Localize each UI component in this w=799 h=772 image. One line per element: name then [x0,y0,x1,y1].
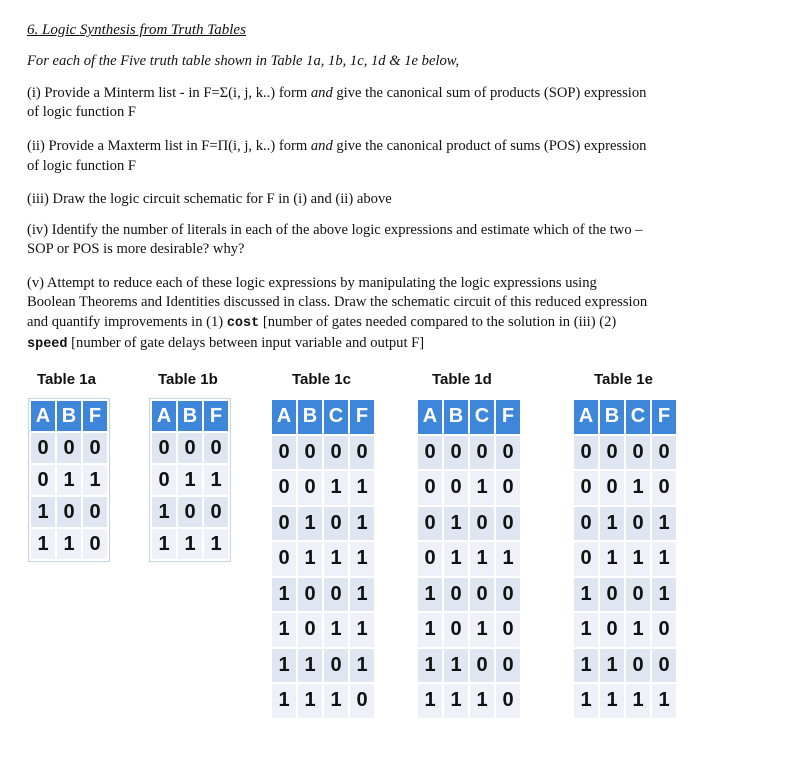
table-row [418,542,520,576]
table-cell: 1 [350,507,374,541]
table-cell: 0 [600,471,624,505]
table-cell: 1 [418,578,442,612]
table-cell: 0 [600,613,624,647]
table-cell: 1 [298,507,322,541]
table-row [574,578,676,612]
table-cell: 0 [444,578,468,612]
header-cell: F [350,400,374,434]
table-cell: 0 [272,471,296,505]
table-cell: 0 [496,507,520,541]
table-row [418,436,520,470]
item-iii: (iii) Draw the logic circuit schematic for F in (i) and (ii) above [27,191,392,207]
header-cell: F [83,401,107,431]
table-cell: 1 [418,684,442,718]
speed-keyword: speed [27,337,68,352]
table-cell: 0 [496,578,520,612]
truth-table-1b [149,398,231,562]
truth-table-1e [572,398,678,720]
header-cell: A [272,400,296,434]
table-cell: 0 [470,578,494,612]
header-cell: C [324,400,348,434]
header-cell: F [496,400,520,434]
table-cell: 1 [350,578,374,612]
table-cell: 0 [496,471,520,505]
table-row [31,465,107,495]
table-row [418,578,520,612]
table-cell: 0 [204,433,228,463]
table-cell: 1 [298,542,322,576]
table-cell: 0 [652,649,676,683]
item-iv-line1: (iv) Identify the number of literals in each of the above logic expressions and estimate which of the two – [27,222,643,238]
item-ii-line1: (ii) Provide a Maxterm list in F=Π(i, j, k..) form and give the canonical product of sums (POS) expression [27,138,647,154]
table-cell: 1 [600,542,624,576]
truth-table-1a [28,398,110,562]
table-cell: 1 [272,613,296,647]
table-cell: 0 [324,507,348,541]
table-row [574,436,676,470]
table-cell: 0 [496,436,520,470]
table-cell: 1 [444,507,468,541]
table-cell: 1 [204,529,228,559]
table-cell: 0 [652,471,676,505]
intro-text: For each of the Five truth table shown in Table 1a, 1b, 1c, 1d & 1e below, [27,53,460,69]
table-cell: 1 [652,507,676,541]
table-cell: 0 [324,578,348,612]
table-cell: 0 [652,613,676,647]
table-cell: 1 [418,613,442,647]
section-title: 6. Logic Synthesis from Truth Tables [27,22,246,38]
item-i-line2: of logic function F [27,104,137,120]
table-cell: 0 [626,649,650,683]
header-cell: B [298,400,322,434]
table-cell: 1 [350,649,374,683]
table-cell: 0 [626,507,650,541]
table-cell: 1 [31,529,55,559]
table-cell: 1 [574,578,598,612]
header-cell: B [444,400,468,434]
table-cell: 0 [470,507,494,541]
table-row [272,471,374,505]
table-cell: 1 [574,613,598,647]
table-cell: 1 [626,542,650,576]
table-row [574,613,676,647]
table-row [418,684,520,718]
table-cell: 0 [574,507,598,541]
table-row [152,529,228,559]
header-cell: C [470,400,494,434]
table-row [574,471,676,505]
table-cell: 1 [470,471,494,505]
table-cell: 0 [57,433,81,463]
table-cell: 0 [324,649,348,683]
table-row [574,542,676,576]
item-v-line1: (v) Attempt to reduce each of these logic expressions by manipulating the logic expressions using [27,275,597,291]
table-cell: 1 [350,542,374,576]
table-cell: 0 [418,436,442,470]
table-cell: 1 [57,529,81,559]
table-cell: 1 [600,507,624,541]
item-ii-line2: of logic function F [27,158,137,174]
table-1a-label: Table 1a [37,371,96,388]
table-row [272,507,374,541]
table-cell: 1 [272,578,296,612]
table-cell: 0 [444,471,468,505]
table-cell: 1 [324,471,348,505]
table-cell: 1 [652,684,676,718]
table-cell: 0 [574,471,598,505]
table-cell: 1 [350,471,374,505]
table-cell: 0 [152,465,176,495]
table-cell: 0 [272,507,296,541]
table-cell: 1 [178,465,202,495]
table-cell: 0 [418,471,442,505]
table-cell: 0 [496,649,520,683]
table-cell: 1 [83,465,107,495]
table-cell: 1 [324,613,348,647]
table-cell: 0 [31,465,55,495]
table-row [152,433,228,463]
table-cell: 0 [324,436,348,470]
table-cell: 0 [204,497,228,527]
table-cell: 1 [574,684,598,718]
table-row [272,578,374,612]
table-row [574,649,676,683]
table-cell: 0 [83,433,107,463]
table-cell: 0 [178,497,202,527]
table-cell: 1 [324,684,348,718]
table-cell: 1 [57,465,81,495]
table-cell: 1 [204,465,228,495]
table-row [31,433,107,463]
table-cell: 1 [444,649,468,683]
table-cell: 0 [272,542,296,576]
table-row [272,613,374,647]
truth-table-1c [270,398,376,720]
table-cell: 1 [444,684,468,718]
header-cell: B [178,401,202,431]
item-iv-line2: SOP or POS is more desirable? why? [27,241,245,257]
table-1b-label: Table 1b [158,371,218,388]
table-cell: 1 [626,613,650,647]
table-cell: 0 [418,507,442,541]
table-cell: 0 [83,497,107,527]
table-cell: 1 [600,684,624,718]
table-cell: 1 [600,649,624,683]
cost-keyword: cost [226,316,260,331]
table-cell: 0 [574,436,598,470]
table-cell: 1 [652,542,676,576]
item-v-line4: speed [number of gate delays between input variable and output F] [27,335,425,352]
table-1e-label: Table 1e [594,371,653,388]
header-cell: A [418,400,442,434]
table-row [574,684,676,718]
header-cell: B [57,401,81,431]
table-cell: 1 [152,529,176,559]
table-row [152,465,228,495]
table-cell: 0 [57,497,81,527]
table-cell: 0 [496,613,520,647]
table-cell: 0 [470,649,494,683]
table-1c-label: Table 1c [292,371,351,388]
table-cell: 0 [272,436,296,470]
table-cell: 1 [626,684,650,718]
table-cell: 1 [626,471,650,505]
table-row [418,471,520,505]
table-row [31,497,107,527]
table-cell: 1 [31,497,55,527]
table-cell: 0 [350,684,374,718]
table-cell: 0 [178,433,202,463]
table-cell: 1 [178,529,202,559]
table-row [272,542,374,576]
table-cell: 1 [272,684,296,718]
table-cell: 0 [298,471,322,505]
table-cell: 0 [600,578,624,612]
table-cell: 1 [652,578,676,612]
table-cell: 0 [470,436,494,470]
table-cell: 1 [152,497,176,527]
table-row [574,507,676,541]
table-row [272,649,374,683]
table-cell: 1 [272,649,296,683]
table-cell: 1 [298,649,322,683]
truth-table-1d [416,398,522,720]
table-cell: 0 [298,578,322,612]
table-1d-label: Table 1d [432,371,492,388]
table-cell: 1 [444,542,468,576]
header-cell: F [652,400,676,434]
table-cell: 0 [444,436,468,470]
table-cell: 0 [83,529,107,559]
table-cell: 0 [418,542,442,576]
header-cell: F [204,401,228,431]
table-row [418,613,520,647]
header-cell: C [626,400,650,434]
header-cell: A [31,401,55,431]
table-cell: 0 [600,436,624,470]
table-cell: 0 [31,433,55,463]
table-cell: 1 [496,542,520,576]
table-cell: 1 [470,613,494,647]
item-v-line3: and quantify improvements in (1) cost [number of gates needed compared to the solution in (iii) (2) [27,314,617,331]
table-cell: 1 [350,613,374,647]
table-row [272,436,374,470]
table-cell: 1 [324,542,348,576]
item-i-line1: (i) Provide a Minterm list - in F=Σ(i, j, k..) form and give the canonical sum of products (SOP) expression [27,85,647,101]
table-cell: 0 [626,578,650,612]
table-cell: 0 [298,436,322,470]
table-cell: 1 [574,649,598,683]
table-cell: 0 [350,436,374,470]
table-cell: 0 [574,542,598,576]
table-cell: 0 [626,436,650,470]
table-row [272,684,374,718]
item-v-line2: Boolean Theorems and Identities discussed in class. Draw the schematic circuit of this reduced expression [27,294,648,310]
table-cell: 0 [652,436,676,470]
table-cell: 1 [470,684,494,718]
header-cell: B [600,400,624,434]
header-cell: A [574,400,598,434]
header-cell: A [152,401,176,431]
table-cell: 0 [444,613,468,647]
table-row [152,497,228,527]
table-row [418,507,520,541]
table-cell: 1 [418,649,442,683]
table-cell: 1 [298,684,322,718]
table-cell: 1 [470,542,494,576]
table-cell: 0 [152,433,176,463]
table-cell: 0 [496,684,520,718]
table-row [31,529,107,559]
table-cell: 0 [298,613,322,647]
table-row [418,649,520,683]
